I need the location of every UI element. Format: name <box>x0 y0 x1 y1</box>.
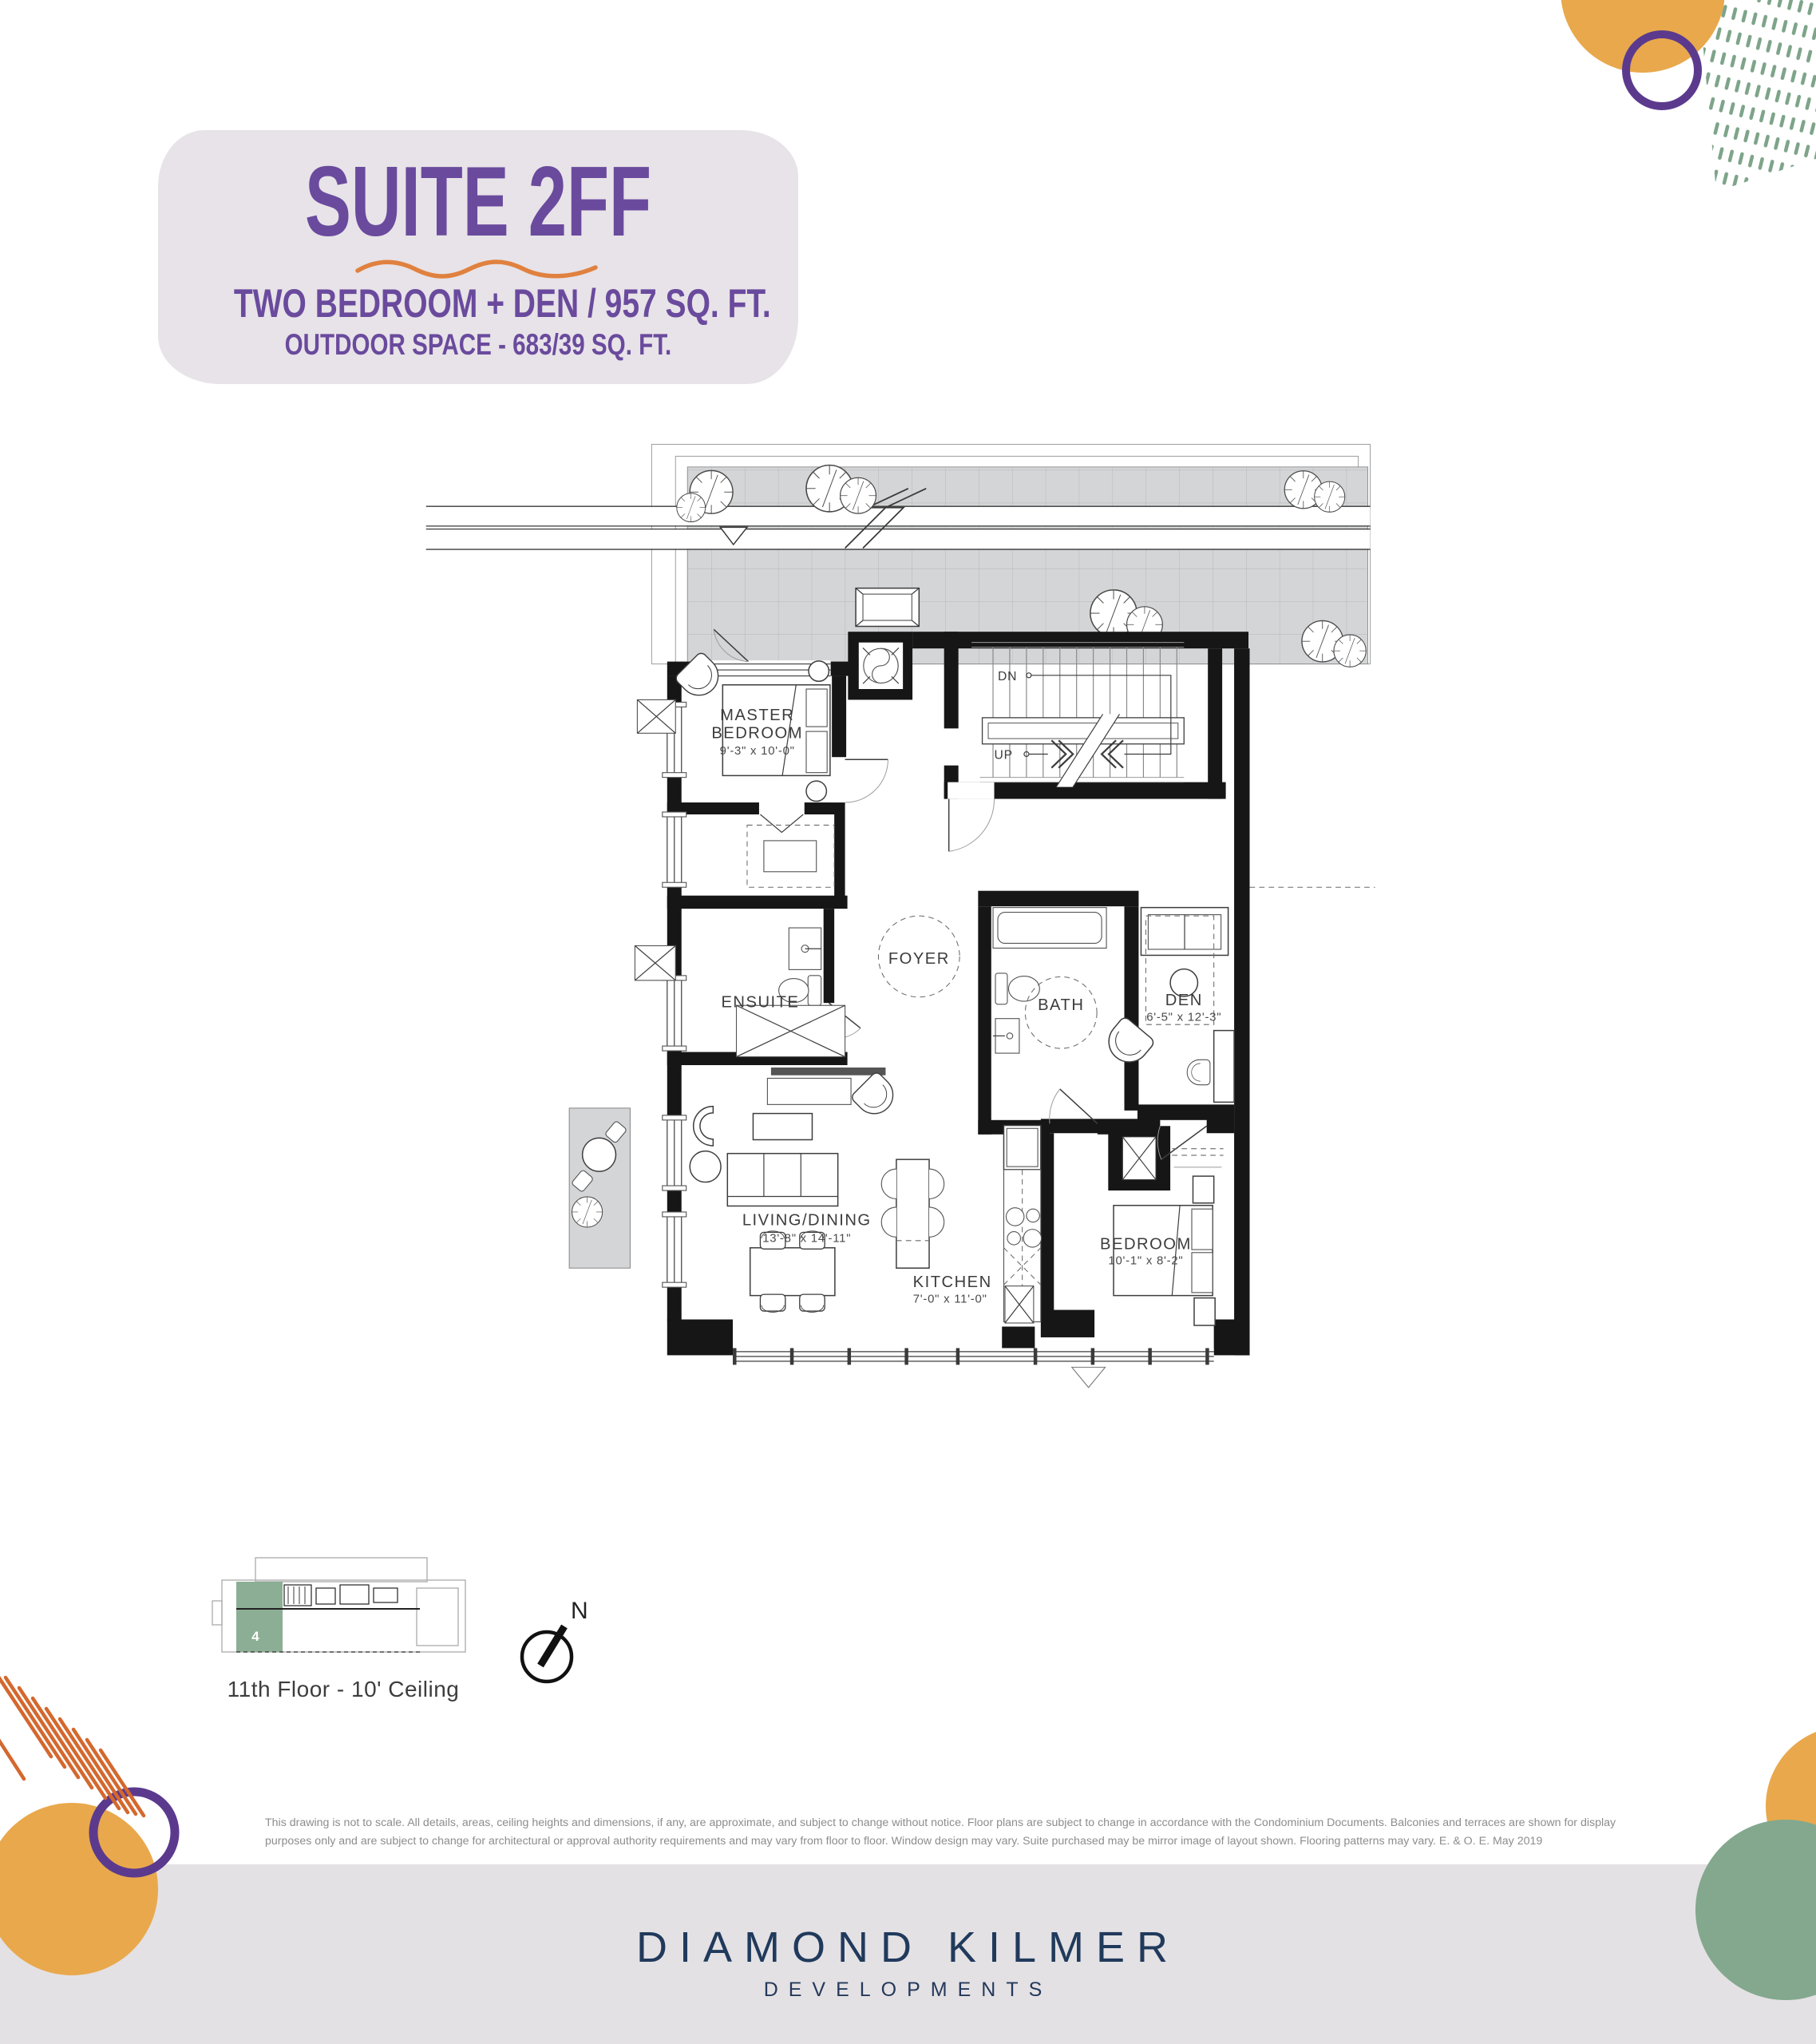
bath-label: BATH <box>1038 996 1085 1015</box>
floor-plan <box>423 431 1700 1709</box>
floor-label: 11th Floor - 10' Ceiling <box>227 1677 460 1701</box>
purple-ring-bottom-left <box>93 1792 175 1873</box>
brand-tagline: DEVELOPMENTS <box>763 1979 1053 2001</box>
kitchen-dims: 7'-0" x 11'-0" <box>912 1292 987 1306</box>
bedroom-dims: 10'-1" x 8'-2" <box>1108 1254 1184 1268</box>
master-dims: 9'-3" x 10'-0" <box>719 744 795 759</box>
bedroom-label: BEDROOM <box>1100 1235 1192 1254</box>
unit-number: 4 <box>251 1629 259 1644</box>
living-label: LIVING/DINING <box>742 1211 872 1230</box>
stairs-dn-label: DN <box>998 669 1018 683</box>
orange-circle-bottom-right <box>1766 1726 1816 1886</box>
balcony <box>569 1108 630 1268</box>
title-badge <box>158 130 798 384</box>
living-dims: 13'-8" x 14'-11" <box>762 1231 852 1246</box>
purple-ring-top-right <box>1626 34 1698 106</box>
room-bath <box>993 908 1106 1053</box>
shaft <box>1122 1137 1156 1180</box>
den-label: DEN <box>1165 992 1203 1010</box>
suite-title: SUITE 2FF <box>304 147 652 257</box>
room-den <box>1101 908 1234 1103</box>
compass-icon <box>491 1585 611 1697</box>
room-master-bedroom <box>674 651 834 887</box>
suite-outdoor-space: OUTDOOR SPACE - 683/39 SQ. FT. <box>284 328 672 361</box>
disclaimer-text: This drawing is not to scale. All details, areas, ceiling heights and dimensions, if any, are approximate, and subject to change without notice. Floor plans are subject to change in accordance with the Condominium Documents. Balconies and terraces are shown for display purposes only and are subject to change for architectural or approval authority requirements and may vary from floor to floor. Window design may vary. Suite purchased may be mirror image of layout shown. Flooring patterns may vary. E. & O. E. May 2019 <box>265 1816 1616 1848</box>
orange-circle-top-right <box>1561 0 1725 73</box>
foyer-label: FOYER <box>888 949 950 968</box>
accent-squiggle <box>350 255 605 279</box>
master-label-2: BEDROOM <box>711 724 804 743</box>
north-label: N <box>571 1598 588 1624</box>
room-kitchen <box>881 1126 1041 1323</box>
room-living-dining <box>690 1068 900 1313</box>
room-foyer <box>878 916 959 997</box>
unit-highlight <box>236 1582 283 1652</box>
ensuite-label: ENSUITE <box>721 993 800 1012</box>
green-dashes-pattern <box>1699 0 1816 192</box>
stairs-up-label: UP <box>994 748 1013 763</box>
den-dims: 6'-5" x 12'-3" <box>1146 1010 1222 1024</box>
mechanical-fan <box>859 643 903 689</box>
suite-subtitle: TWO BEDROOM + DEN / 957 SQ. FT. <box>233 281 771 326</box>
orange-lines-bottom-left <box>0 1667 144 1816</box>
key-plan <box>208 1553 495 1681</box>
brand-logo: DIAMOND KILMER <box>635 1923 1181 1971</box>
kitchen-label: KITCHEN <box>912 1274 992 1292</box>
outdoor-sofa <box>856 588 919 627</box>
master-label-1: MASTER <box>720 706 795 724</box>
